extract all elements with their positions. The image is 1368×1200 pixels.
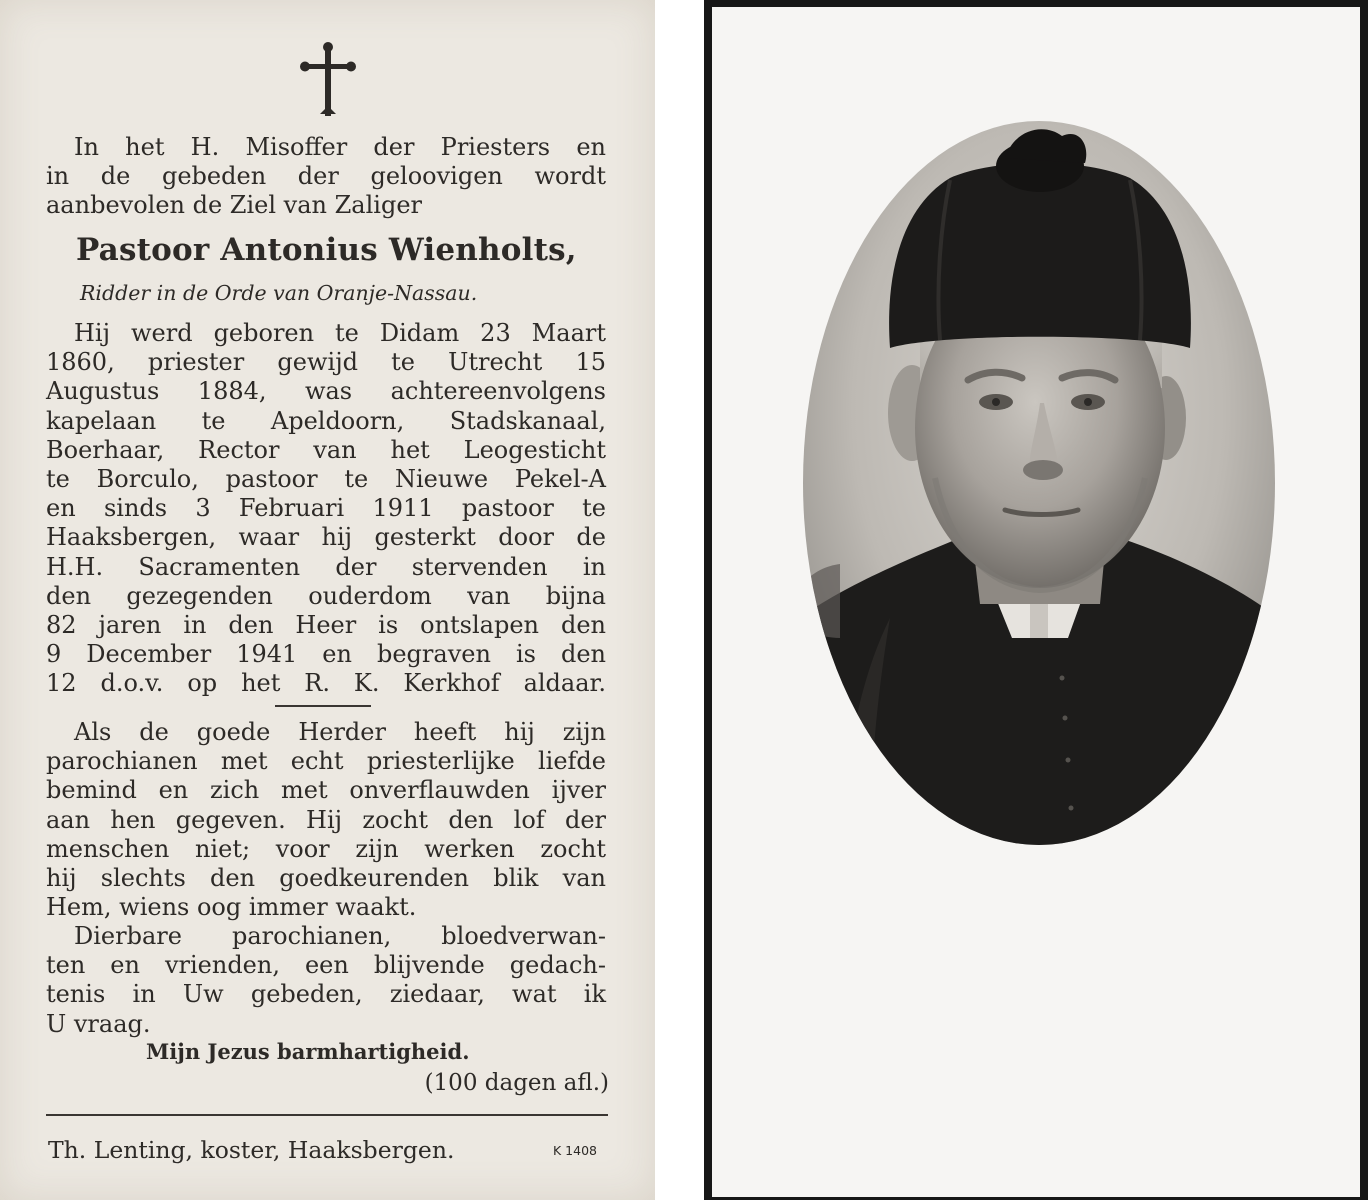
biography-line: en sinds 3 Februari 1911 pastoor te: [46, 494, 606, 523]
biography-line: den gezegenden ouderdom van bijna: [46, 581, 606, 610]
farewell-line: Dierbare parochianen, bloedverwan-: [74, 922, 606, 950]
biography-line: Augustus 1884, was achtereenvolgens: [46, 377, 606, 406]
oval-portrait-photo-icon: [800, 118, 1278, 848]
biography-line: 9 December 1941 en begraven is den: [46, 640, 606, 669]
eulogy-line: parochianen met echt priesterlijke liefde: [46, 747, 606, 776]
eulogy-line: Als de goede Herder heeft hij zijn: [74, 718, 606, 746]
deceased-name: Pastoor Antonius Wienholts,: [76, 232, 577, 268]
memorial-photo-card: [704, 0, 1368, 1200]
biography-line: 82 jaren in den Heer is ontslapen den: [46, 610, 606, 639]
biography-line: te Borculo, pastoor te Nieuwe Pekel-A: [46, 464, 606, 493]
section-divider: [275, 705, 371, 707]
farewell-line: U vraag.: [46, 1009, 151, 1038]
cross-icon: [300, 42, 356, 118]
biography-line: 1860, priester gewijd te Utrecht 15: [46, 348, 606, 377]
intro-line: in de gebeden der geloovigen wordt: [46, 162, 606, 191]
photo-mount: [712, 7, 1360, 1197]
farewell-line: tenis in Uw gebeden, ziedaar, wat ik: [46, 980, 606, 1009]
eulogy-line: menschen niet; voor zijn werken zocht: [46, 834, 606, 863]
biography-line: 12 d.o.v. op het R. K. Kerkhof aldaar.: [46, 669, 606, 698]
order-title: Ridder in de Orde van Oranje-Nassau.: [80, 281, 478, 305]
eulogy-paragraph: [46, 718, 606, 922]
prayer-text: Mijn Jezus barmhartigheid.: [146, 1039, 470, 1064]
biography-paragraph: [46, 319, 606, 698]
farewell-paragraph: [46, 922, 606, 1039]
biography-line: Boerhaar, Rector van het Leogesticht: [46, 435, 606, 464]
card-code: K 1408: [553, 1143, 597, 1158]
intro-paragraph: [46, 133, 606, 221]
farewell-line: ten en vrienden, een blijvende gedach-: [46, 951, 606, 980]
memorial-text-card: [0, 0, 655, 1200]
biography-line: kapelaan te Apeldoorn, Stadskanaal,: [46, 406, 606, 435]
eulogy-line: aan hen gegeven. Hij zocht den lof der: [46, 805, 606, 834]
biography-line: H.H. Sacramenten der stervenden in: [46, 552, 606, 581]
intro-line: In het H. Misoffer der Priesters en: [74, 133, 606, 161]
intro-line: aanbevolen de Ziel van Zaliger: [46, 191, 422, 220]
eulogy-line: hij slechts den goedkeurenden blik van: [46, 863, 606, 892]
biography-line: Hij werd geboren te Didam 23 Maart: [74, 319, 606, 347]
eulogy-line: bemind en zich met onverflauwden ijver: [46, 776, 606, 805]
printer-credit: Th. Lenting, koster, Haaksbergen.: [48, 1136, 455, 1164]
eulogy-line: Hem, wiens oog immer waakt.: [46, 893, 417, 922]
indulgence-note: (100 dagen afl.): [424, 1070, 609, 1096]
biography-line: Haaksbergen, waar hij gesterkt door de: [46, 523, 606, 552]
footer-rule: [46, 1114, 608, 1116]
